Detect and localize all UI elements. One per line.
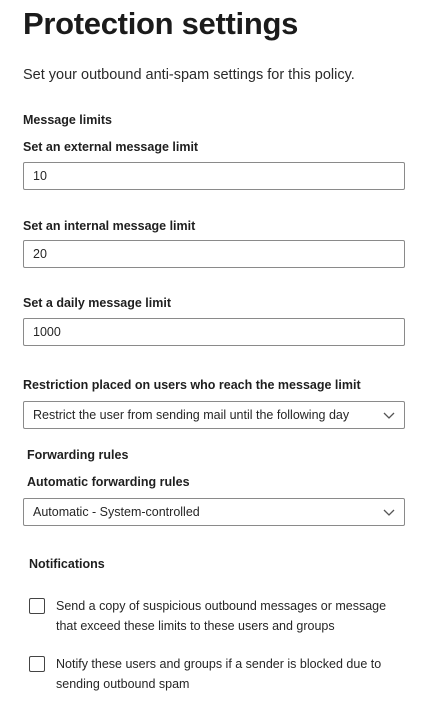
- restriction-dropdown[interactable]: [23, 401, 405, 429]
- automatic-forwarding-value: Automatic - System-controlled: [33, 505, 200, 519]
- restriction-label: Restriction placed on users who reach the message limit: [23, 378, 361, 392]
- copy-suspicious-checkbox[interactable]: [29, 598, 45, 614]
- chevron-down-icon: [383, 410, 395, 420]
- internal-limit-input[interactable]: 20: [23, 240, 405, 268]
- restriction-dropdown-value: Restrict the user from sending mail until the following day: [33, 408, 350, 422]
- notifications-heading: Notifications: [29, 557, 105, 571]
- external-limit-input[interactable]: 10: [23, 162, 405, 190]
- automatic-forwarding-dropdown[interactable]: [23, 498, 405, 526]
- page-title: Protection settings: [23, 6, 299, 41]
- daily-limit-input[interactable]: 1000: [23, 318, 405, 346]
- forwarding-rules-heading: Forwarding rules: [27, 448, 129, 462]
- daily-limit-label: Set a daily message limit: [23, 296, 171, 310]
- notify-blocked-checkbox[interactable]: [29, 656, 45, 672]
- external-limit-label: Set an external message limit: [23, 140, 199, 154]
- internal-limit-label: Set an internal message limit: [23, 219, 196, 233]
- page-description: Set your outbound anti-spam settings for this policy.: [23, 67, 355, 83]
- message-limits-heading: Message limits: [23, 113, 112, 127]
- chevron-down-icon: [383, 507, 395, 517]
- copy-suspicious-label: Send a copy of suspicious outbound messages or message that exceed these limits to these users and groups: [56, 599, 387, 633]
- notify-blocked-label: Notify these users and groups if a sender is blocked due to sending outbound spam: [56, 657, 382, 691]
- automatic-forwarding-label: Automatic forwarding rules: [27, 475, 190, 489]
